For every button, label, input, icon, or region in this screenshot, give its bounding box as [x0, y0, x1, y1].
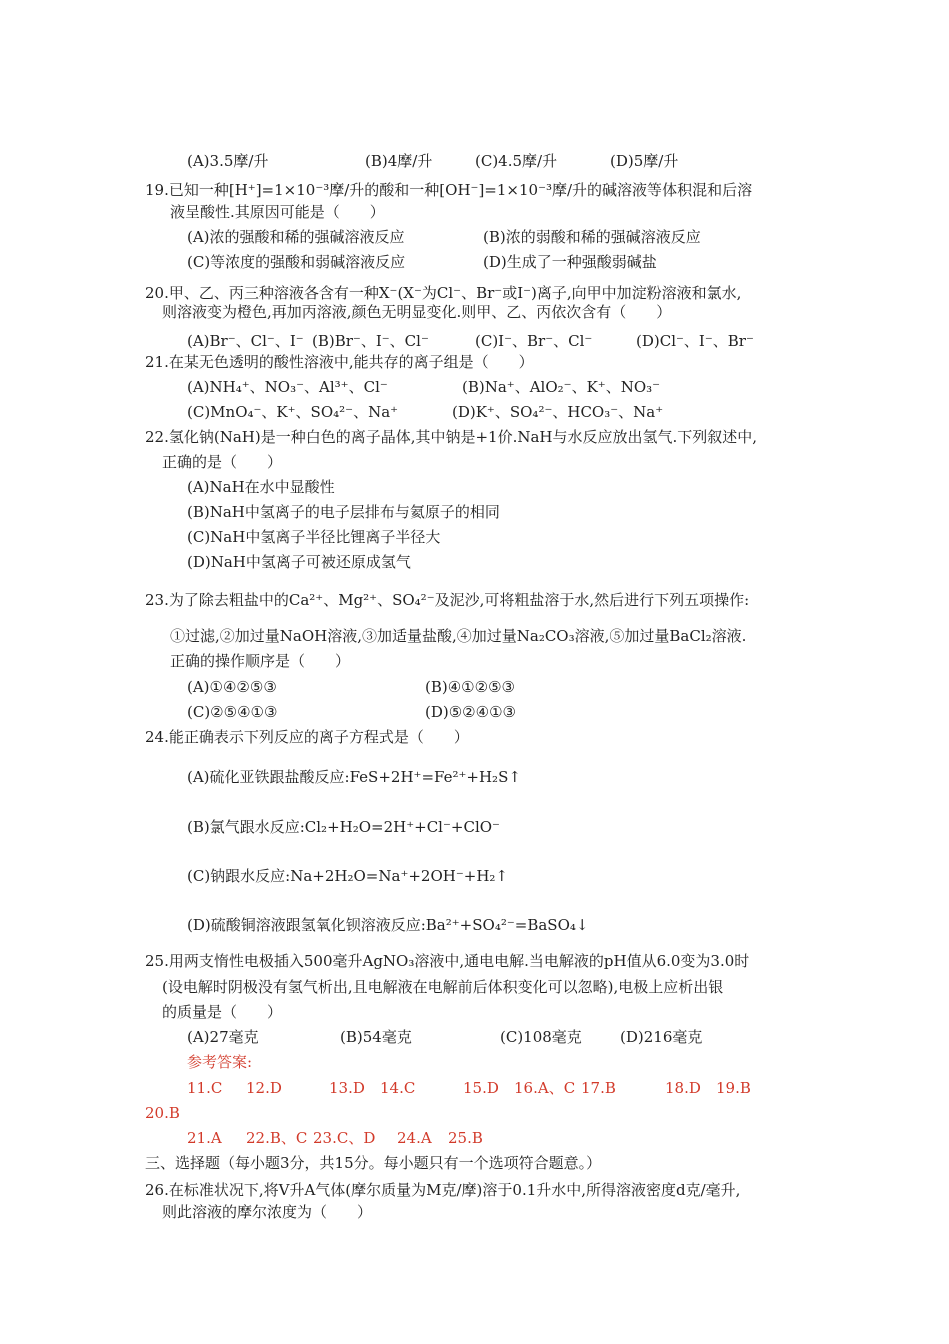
q22-option-a: (A)NaH在水中显酸性: [187, 478, 335, 496]
q23-option-b: (B)④①②⑤③: [425, 678, 515, 696]
q23-stem-line1: 23.为了除去粗盐中的Ca²⁺、Mg²⁺、SO₄²⁻及泥沙,可将粗盐溶于水,然后进行下列五项操作:: [145, 591, 750, 609]
answer-item: 13.D: [329, 1079, 365, 1097]
q25-option-b: (B)54毫克: [340, 1028, 412, 1046]
q20-option-b: (B)Br⁻、I⁻、Cl⁻: [312, 332, 429, 350]
q18-option-c: (C)4.5摩/升: [475, 152, 558, 170]
q25-stem-line3: 的质量是（ ）: [162, 1003, 283, 1021]
q20-option-a: (A)Br⁻、Cl⁻、I⁻: [187, 332, 304, 350]
q23-stem-line3: 正确的操作顺序是（ ）: [170, 652, 351, 670]
q23-option-d: (D)⑤②④①③: [425, 703, 516, 721]
q19-option-c: (C)等浓度的强酸和弱碱溶液反应: [187, 253, 406, 271]
q20-stem-line1: 20.甲、乙、丙三种溶液各含有一种X⁻(X⁻为Cl⁻、Br⁻或I⁻)离子,向甲中加淀粉溶液和氯水,: [145, 284, 742, 302]
q21-option-c: (C)MnO₄⁻、K⁺、SO₄²⁻、Na⁺: [187, 403, 399, 421]
q25-option-a: (A)27毫克: [187, 1028, 259, 1046]
answer-item: 21.A: [187, 1129, 222, 1147]
q22-stem-line2: 正确的是（ ）: [162, 453, 283, 471]
q23-stem-line2: ①过滤,②加过量NaOH溶液,③加适量盐酸,④加过量Na₂CO₃溶液,⑤加过量BaCl₂溶液.: [170, 627, 747, 645]
q25-stem-line2: (设电解时阴极没有氢气析出,且电解液在电解前后体积变化可以忽略),电极上应析出银: [162, 978, 724, 996]
answer-item: 24.A: [397, 1129, 432, 1147]
q24-stem: 24.能正确表示下列反应的离子方程式是（ ）: [145, 728, 469, 746]
answer-item: 17.B: [581, 1079, 616, 1097]
q20-option-d: (D)Cl⁻、I⁻、Br⁻: [636, 332, 754, 350]
q22-stem-line1: 22.氢化钠(NaH)是一种白色的离子晶体,其中钠是+1价.NaH与水反应放出氢气.下列叙述中,: [145, 428, 758, 446]
q26-stem-line2: 则此溶液的摩尔浓度为（ ）: [162, 1203, 373, 1221]
q24-option-a: (A)硫化亚铁跟盐酸反应:FeS+2H⁺=Fe²⁺+H₂S↑: [187, 768, 521, 786]
q21-option-a: (A)NH₄⁺、NO₃⁻、Al³⁺、Cl⁻: [187, 378, 388, 396]
q21-option-b: (B)Na⁺、AlO₂⁻、K⁺、NO₃⁻: [462, 378, 661, 396]
answer-item: 23.C、D: [313, 1129, 376, 1147]
answer-item: 15.D: [463, 1079, 499, 1097]
q24-option-c: (C)钠跟水反应:Na+2H₂O=Na⁺+2OH⁻+H₂↑: [187, 867, 508, 885]
q24-option-b: (B)氯气跟水反应:Cl₂+H₂O=2H⁺+Cl⁻+ClO⁻: [187, 818, 500, 836]
q21-option-d: (D)K⁺、SO₄²⁻、HCO₃⁻、Na⁺: [452, 403, 664, 421]
answers-title: 参考答案:: [187, 1053, 253, 1071]
q22-option-b: (B)NaH中氢离子的电子层排布与氦原子的相同: [187, 503, 500, 521]
q23-option-a: (A)①④②⑤③: [187, 678, 277, 696]
section-3-heading: 三、选择题（每小题3分，共15分。每小题只有一个选项符合题意。）: [145, 1154, 602, 1172]
answer-item: 19.B: [716, 1079, 751, 1097]
answer-item: 25.B: [448, 1129, 483, 1147]
answer-item: 12.D: [246, 1079, 282, 1097]
answer-item: 16.A、C: [514, 1079, 576, 1097]
q23-option-c: (C)②⑤④①③: [187, 703, 278, 721]
answer-item: 14.C: [380, 1079, 416, 1097]
q19-option-d: (D)生成了一种强酸弱碱盐: [483, 253, 657, 271]
q19-stem-line1: 19.已知一种[H⁺]=1×10⁻³摩/升的酸和一种[OH⁻]=1×10⁻³摩/升的碱溶液等体积混和后溶: [145, 181, 753, 199]
q20-option-c: (C)I⁻、Br⁻、Cl⁻: [475, 332, 593, 350]
q26-stem-line1: 26.在标准状况下,将V升A气体(摩尔质量为M克/摩)溶于0.1升水中,所得溶液密度d克/毫升,: [145, 1181, 741, 1199]
q24-option-d: (D)硫酸铜溶液跟氢氧化钡溶液反应:Ba²⁺+SO₄²⁻=BaSO₄↓: [187, 916, 589, 934]
answer-item: 20.B: [145, 1104, 180, 1122]
q25-stem-line1: 25.用两支惰性电极插入500毫升AgNO₃溶液中,通电电解.当电解液的pH值从6.0变为3.0时: [145, 952, 750, 970]
answer-item: 11.C: [187, 1079, 223, 1097]
q22-option-d: (D)NaH中氢离子可被还原成氢气: [187, 553, 411, 571]
q22-option-c: (C)NaH中氢离子半径比锂离子半径大: [187, 528, 441, 546]
q19-option-b: (B)浓的弱酸和稀的强碱溶液反应: [483, 228, 701, 246]
q18-option-a: (A)3.5摩/升: [187, 152, 269, 170]
q18-option-b: (B)4摩/升: [365, 152, 433, 170]
q25-option-d: (D)216毫克: [620, 1028, 703, 1046]
q20-stem-line2: 则溶液变为橙色,再加丙溶液,颜色无明显变化.则甲、乙、丙依次含有（ ）: [162, 303, 672, 321]
q19-stem-line2: 液呈酸性.其原因可能是（ ）: [170, 203, 385, 221]
q21-stem: 21.在某无色透明的酸性溶液中,能共存的离子组是（ ）: [145, 353, 534, 371]
q25-option-c: (C)108毫克: [500, 1028, 582, 1046]
answer-item: 18.D: [665, 1079, 701, 1097]
q18-option-d: (D)5摩/升: [610, 152, 679, 170]
answer-item: 22.B、C: [246, 1129, 308, 1147]
q19-option-a: (A)浓的强酸和稀的强碱溶液反应: [187, 228, 405, 246]
